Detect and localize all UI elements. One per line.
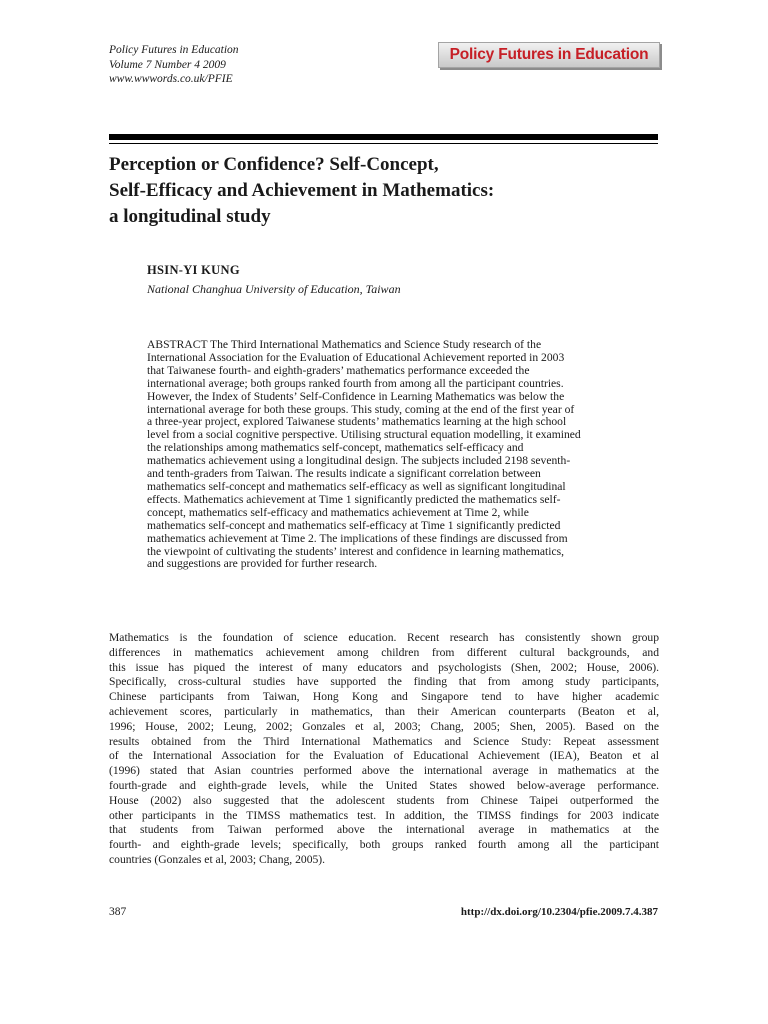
body-line: countries (Gonzales et al, 2003; Chang, 2005).	[109, 852, 326, 866]
body-line: this issue has piqued the interest of many educators and psychologists (Shen, 2002; House, 2006).	[109, 660, 659, 674]
title-rule-thin	[109, 143, 658, 144]
abstract-line: and tenth-graders from Taiwan. The results indicate a significant correlation between	[147, 467, 541, 481]
abstract-line: the relationships among mathematics self-concept, mathematics self-efficacy and	[147, 441, 524, 455]
body-line: results obtained from the Third International Mathematics and Science Study: Repeat assessment	[109, 734, 659, 748]
journal-citation	[109, 43, 239, 87]
journal-volume-issue: Volume 7 Number 4 2009	[109, 58, 226, 71]
body-line: differences in mathematics achievement among children from different cultural backgrounds, and	[109, 645, 659, 659]
page-number: 387	[109, 906, 127, 918]
body-line: achievement scores, particularly in mathematics, than their American counterparts (Beaton et al,	[109, 704, 659, 718]
body-line: (1996) stated that Asian countries performed above the international average in mathematics at the	[109, 764, 659, 778]
abstract	[147, 339, 647, 571]
abstract-line: mathematics self-concept and mathematics self-efficacy at Time 1 significantly predicted	[147, 518, 561, 532]
journal-website: www.wwwords.co.uk/PFIE	[109, 73, 233, 85]
abstract-line: effects. Mathematics achievement at Time 1 significantly predicted the mathematics self-	[147, 492, 561, 506]
author-affiliation: National Changhua University of Education, Taiwan	[147, 282, 401, 296]
abstract-line: ABSTRACT The Third International Mathematics and Science Study research of the	[147, 338, 542, 351]
body-line: House (2002) also suggested that the adolescent students from Chinese Taipei outperformed the	[109, 793, 659, 807]
abstract-line: mathematics self-concept and mathematics self-efficacy as well as significant longitudinal	[147, 479, 566, 493]
title-line: Self-Efficacy and Achievement in Mathematics:	[109, 180, 495, 201]
abstract-line: the viewpoint of cultivating the students’ interest and confidence in learning mathematics,	[147, 544, 565, 558]
author-name: HSIN-YI KUNG	[147, 263, 240, 277]
body-line: Specifically, cross-cultural studies have supported the finding that from among study participants,	[109, 675, 659, 689]
body-line: that students from Taiwan performed above the international average in mathematics at the	[109, 823, 659, 837]
abstract-line: mathematics achievement at Time 2. The implications of these findings are discussed from	[147, 531, 568, 545]
journal-logo: Policy Futures in Education	[438, 42, 660, 68]
body-line: 1996; House, 2002; Leung, 2002; Gonzales et al, 2003; Chang, 2005; Shen, 2005). Based on the	[109, 719, 659, 733]
doi-link[interactable]: http://dx.doi.org/10.2304/pfie.2009.7.4.387	[460, 906, 658, 918]
abstract-line: However, the Index of Students’ Self-Confidence in Learning Mathematics was below the	[147, 389, 565, 403]
article-title	[109, 152, 669, 230]
journal-name: Policy Futures in Education	[109, 44, 239, 56]
body-line: Mathematics is the foundation of science education. Recent research has consistently shown group	[109, 631, 659, 644]
abstract-line: a three-year project, explored Taiwanese students’ mathematics learning at the high school	[147, 415, 567, 429]
abstract-line: that Taiwanese fourth- and eighth-graders’ mathematics performance exceeded the	[147, 363, 530, 377]
abstract-line: international average for both these groups. This study, coming at the end of the first year of	[147, 402, 575, 416]
title-line: Perception or Confidence? Self-Concept,	[109, 154, 439, 175]
title-rule-thick	[109, 134, 658, 140]
abstract-line: international average; both groups ranked fourth from among all the participant countries.	[147, 376, 564, 390]
abstract-line: concept, mathematics self-efficacy and mathematics achievement at Time 2, while	[147, 505, 529, 519]
body-line: Chinese participants from Taiwan, Hong Kong and Singapore tend to have higher academic	[109, 690, 659, 704]
abstract-line: International Association for the Evaluation of Educational Achievement reported in 2003	[147, 350, 565, 364]
body-line: fourth- and eighth-grade levels; specifically, both groups ranked fourth among all the participant	[109, 838, 659, 852]
body-line: of the International Association for the Evaluation of Educational Achievement (IEA), Beaton et al	[109, 749, 659, 763]
abstract-line: level from a social cognitive perspective. Utilising structural equation modelling, it examined	[147, 428, 581, 442]
abstract-line: and suggestions are provided for further research.	[147, 557, 378, 571]
body-paragraph	[109, 631, 659, 868]
abstract-line: mathematics achievement using a longitudinal design. The subjects included 2198 seventh-	[147, 454, 571, 468]
body-line: other participants in the TIMSS mathematics test. In addition, the TIMSS findings for 2003 indicate	[109, 808, 659, 822]
title-line: a longitudinal study	[109, 206, 271, 227]
body-line: fourth-grade and eighth-grade levels, while the United States showed below-average performance.	[109, 778, 659, 792]
